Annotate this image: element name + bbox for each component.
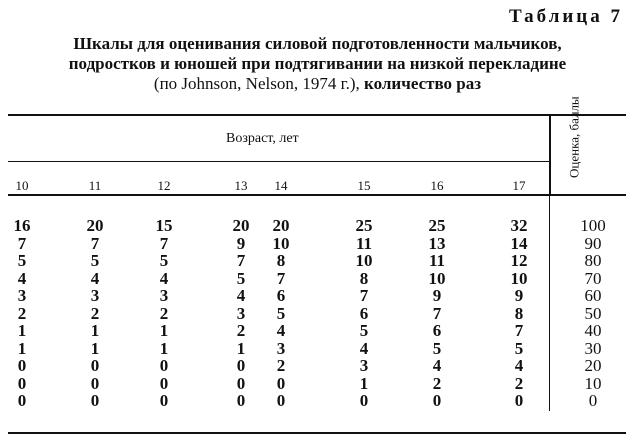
table-cell: 1 bbox=[236, 338, 246, 358]
table-cell: 0 bbox=[236, 391, 246, 410]
table-cell: 20 bbox=[272, 216, 290, 235]
table-cell: 12 bbox=[510, 251, 528, 270]
header-divider bbox=[549, 116, 551, 194]
table-cell: 1 bbox=[90, 338, 100, 358]
table-cell: 2 bbox=[90, 303, 100, 323]
table-cell: 8 bbox=[359, 268, 369, 288]
table-cell: 0 bbox=[90, 391, 100, 410]
table-cell: 5 bbox=[17, 251, 27, 270]
table-cell: 2 bbox=[276, 356, 286, 375]
table-cell: 0 bbox=[90, 373, 100, 393]
table-cell: 3 bbox=[17, 286, 27, 305]
table-cell: 0 bbox=[359, 391, 369, 410]
table-cell: 10 bbox=[510, 268, 528, 288]
age-header-13: 13 bbox=[234, 178, 248, 193]
table-cell: 15 bbox=[155, 216, 173, 235]
score-cell: 100 bbox=[580, 216, 606, 235]
table-cell: 20 bbox=[232, 216, 250, 235]
score-cell: 0 bbox=[588, 391, 598, 410]
table-cell: 8 bbox=[514, 303, 524, 323]
age-header-11: 11 bbox=[88, 178, 102, 193]
score-cell: 80 bbox=[584, 251, 602, 270]
age-header-12: 12 bbox=[157, 178, 171, 193]
table-cell: 8 bbox=[276, 251, 286, 270]
table-cell: 5 bbox=[514, 338, 524, 358]
table-cell: 9 bbox=[514, 286, 524, 305]
title-line-2: подростков и юношей при подтягивании на низкой перекладине bbox=[68, 54, 567, 73]
age-header-rule bbox=[8, 161, 549, 162]
table-cell: 0 bbox=[90, 356, 100, 375]
title-line-3 bbox=[20, 74, 615, 94]
table-cell: 11 bbox=[428, 251, 446, 270]
table-cell: 13 bbox=[428, 233, 446, 253]
table-cell: 2 bbox=[159, 303, 169, 323]
table-cell: 5 bbox=[236, 268, 246, 288]
table-cell: 0 bbox=[17, 356, 27, 375]
table-cell: 2 bbox=[514, 373, 524, 393]
table-cell: 6 bbox=[359, 303, 369, 323]
score-cell: 10 bbox=[584, 373, 602, 393]
table-cell: 2 bbox=[432, 373, 442, 393]
score-header-label: Оценка, баллы bbox=[566, 96, 582, 178]
table-cell: 4 bbox=[514, 356, 524, 375]
table-cell: 5 bbox=[159, 251, 169, 270]
table-cell: 4 bbox=[159, 268, 169, 288]
top-rule bbox=[8, 114, 626, 116]
table-cell: 7 bbox=[17, 233, 27, 253]
table-cell: 32 bbox=[510, 216, 528, 235]
table-cell: 0 bbox=[236, 356, 246, 375]
table-cell: 5 bbox=[432, 338, 442, 358]
table-number: Таблица 7 bbox=[508, 6, 623, 27]
table-cell: 4 bbox=[432, 356, 442, 375]
table-cell: 9 bbox=[432, 286, 442, 305]
table-cell: 4 bbox=[90, 268, 100, 288]
table-cell: 7 bbox=[159, 233, 169, 253]
age-header-16: 16 bbox=[430, 178, 444, 193]
table-cell: 7 bbox=[276, 268, 286, 288]
header-bottom-rule bbox=[8, 194, 626, 196]
table-cell: 7 bbox=[359, 286, 369, 305]
table-cell: 1 bbox=[90, 321, 100, 340]
table-cell: 0 bbox=[17, 373, 27, 393]
table-cell: 14 bbox=[510, 233, 528, 253]
title-citation: (по Johnson, Nelson, 1974 г.), bbox=[153, 74, 360, 93]
score-cell: 90 bbox=[584, 233, 602, 253]
table-cell: 7 bbox=[236, 251, 246, 270]
table-cell: 5 bbox=[90, 251, 100, 270]
table-cell: 9 bbox=[236, 233, 246, 253]
table-cell: 7 bbox=[90, 233, 100, 253]
table-cell: 3 bbox=[159, 286, 169, 305]
title-unit: количество раз bbox=[364, 74, 482, 93]
table-cell: 1 bbox=[359, 373, 369, 393]
table-cell: 5 bbox=[359, 321, 369, 340]
table-cell: 5 bbox=[276, 303, 286, 323]
title-line-1: Шкалы для оценивания силовой подготовленности мальчиков, bbox=[73, 34, 562, 53]
table-cell: 25 bbox=[355, 216, 373, 235]
table-cell: 16 bbox=[13, 216, 31, 235]
table-cell: 4 bbox=[17, 268, 27, 288]
table-cell: 0 bbox=[432, 391, 442, 410]
bottom-rule bbox=[8, 432, 626, 434]
score-cell: 50 bbox=[584, 303, 602, 323]
age-header-15: 15 bbox=[357, 178, 371, 193]
table-cell: 2 bbox=[236, 321, 246, 340]
table-cell: 1 bbox=[159, 321, 169, 340]
age-header-10: 10 bbox=[15, 178, 29, 193]
table-title bbox=[20, 34, 615, 94]
table-cell: 0 bbox=[514, 391, 524, 410]
table-cell: 0 bbox=[236, 373, 246, 393]
score-cell: 40 bbox=[584, 321, 602, 340]
table-cell: 0 bbox=[276, 373, 286, 393]
table-cell: 4 bbox=[276, 321, 286, 340]
table-cell: 0 bbox=[159, 356, 169, 375]
table-cell: 1 bbox=[17, 338, 27, 358]
table-cell: 2 bbox=[17, 303, 27, 323]
table-cell: 3 bbox=[90, 286, 100, 305]
score-cell: 20 bbox=[584, 356, 602, 375]
table-cell: 6 bbox=[276, 286, 286, 305]
score-cell: 70 bbox=[584, 268, 602, 288]
table-cell: 1 bbox=[17, 321, 27, 340]
score-cell: 60 bbox=[584, 286, 602, 305]
score-column-divider bbox=[549, 196, 550, 411]
table-cell: 7 bbox=[432, 303, 442, 323]
table-cell: 10 bbox=[272, 233, 290, 253]
table-cell: 4 bbox=[359, 338, 369, 358]
age-group-header: Возраст, лет bbox=[226, 131, 299, 146]
table-cell: 25 bbox=[428, 216, 446, 235]
table-cell: 0 bbox=[159, 373, 169, 393]
table-cell: 6 bbox=[432, 321, 442, 340]
table-cell: 0 bbox=[159, 391, 169, 410]
table-cell: 4 bbox=[236, 286, 246, 305]
table-cell: 3 bbox=[359, 356, 369, 375]
table-cell: 0 bbox=[276, 391, 286, 410]
table-cell: 3 bbox=[236, 303, 246, 323]
table-cell: 3 bbox=[276, 338, 286, 358]
table-cell: 20 bbox=[86, 216, 104, 235]
score-cell: 30 bbox=[584, 338, 602, 358]
table-cell: 10 bbox=[355, 251, 373, 270]
table-cell: 11 bbox=[355, 233, 373, 253]
table-cell: 10 bbox=[428, 268, 446, 288]
age-header-17: 17 bbox=[512, 178, 526, 193]
table-cell: 1 bbox=[159, 338, 169, 358]
table-cell: 7 bbox=[514, 321, 524, 340]
table-cell: 0 bbox=[17, 391, 27, 410]
age-header-14: 14 bbox=[274, 178, 288, 193]
